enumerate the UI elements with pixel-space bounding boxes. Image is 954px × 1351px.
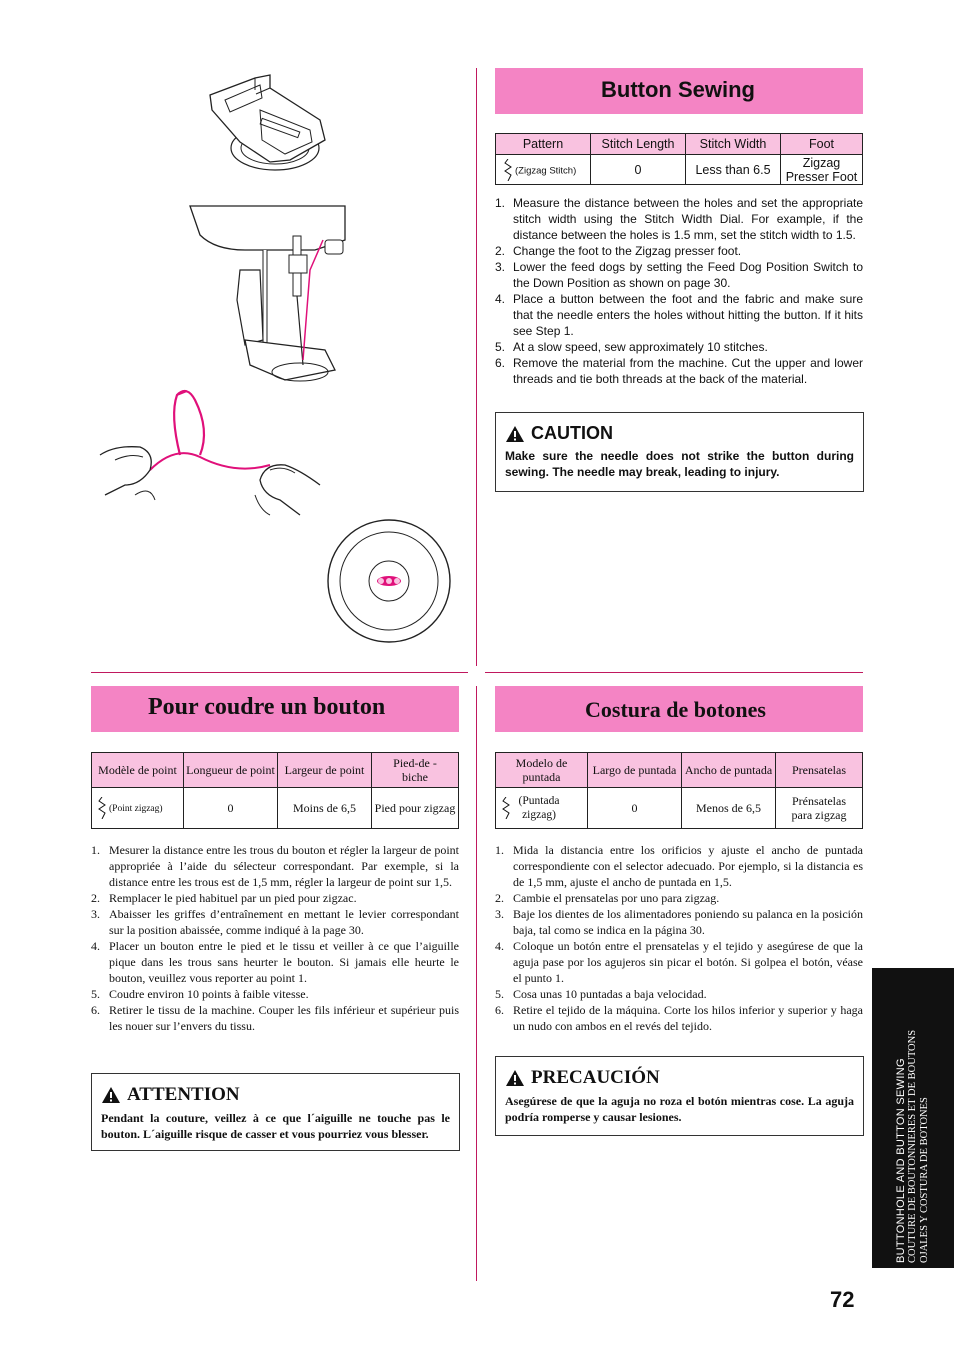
table-header: Largeur de point <box>278 753 372 788</box>
zigzag-stitch-icon <box>98 797 106 819</box>
list-item: 1. Mesurer la distance entre les trous du bouton et régler la largeur de point appropriée à l’aide du sélecteur correspondant. Par exemple, si la distance entre les trous est de 1,5 mm, régler la largeur de point sur 1,5. <box>91 843 459 889</box>
list-item: 3. Abaisser les griffes d’entraînement en mettant le levier correspondant sur la position abaissée, comme indiqué à la page 30. <box>91 907 459 937</box>
warning-icon <box>505 425 525 443</box>
caution-heading: CAUTION <box>531 423 613 443</box>
foot-cell: Zigzag Presser Foot <box>781 155 863 185</box>
foot-cell: Prénsatelas para zigzag <box>776 788 863 829</box>
foot-cell: Pied pour zigzag <box>372 788 459 829</box>
horizontal-rule-left <box>91 672 468 673</box>
caution-heading: PRECAUCIÓN <box>531 1067 660 1088</box>
vertical-rule-top <box>476 68 477 666</box>
list-item: 2. Remplacer le pied habituel par un pied pour zigzac. <box>91 891 357 905</box>
length-cell: 0 <box>184 788 278 829</box>
zigzag-stitch-icon <box>502 797 510 819</box>
spanish-title: Costura de botones <box>585 697 766 722</box>
table-header: Ancho de puntada <box>682 753 776 788</box>
french-steps <box>91 842 459 1034</box>
english-stitch-table <box>495 133 863 185</box>
table-header: Modelo de puntada <box>496 753 588 788</box>
english-caution-box <box>495 412 864 492</box>
table-header: Prensatelas <box>776 753 863 788</box>
length-cell: 0 <box>591 155 686 185</box>
horizontal-rule-right <box>485 672 863 673</box>
list-item: 3. Baje los dientes de los alimentadores poniendo su palanca en la posición baja, tal como se indica en la página 30. <box>495 907 863 937</box>
french-caution-box <box>91 1073 460 1151</box>
button-illustration <box>326 518 452 644</box>
table-header: Longueur de point <box>184 753 278 788</box>
table-header: Stitch Width <box>686 134 781 155</box>
warning-icon <box>101 1086 121 1104</box>
list-item: 4. Place a button between the foot and the fabric and make sure that the needle enters the holes without hitting the button. If it hits see Step 1. <box>495 292 863 338</box>
side-tab-french: COUTURE DE BOUTONNIERES ET DE BOUTONS <box>907 1029 918 1263</box>
table-header: Pattern <box>496 134 591 155</box>
spanish-caution-box <box>495 1056 864 1136</box>
warning-icon <box>505 1069 525 1087</box>
vertical-rule-bottom <box>476 686 477 1281</box>
caution-text: Make sure the needle does not strike the button during sewing. The needle may break, leading to injury. <box>505 449 854 479</box>
list-item: 2. Cambie el prensatelas por uno para zigzag. <box>495 891 720 905</box>
width-cell: Moins de 6,5 <box>278 788 372 829</box>
english-title: Button Sewing <box>601 77 755 102</box>
width-cell: Less than 6.5 <box>686 155 781 185</box>
list-item: 3. Lower the feed dogs by setting the Feed Dog Position Switch to the Down Position as shown on page 30. <box>495 260 863 290</box>
pattern-cell: (Zigzag Stitch) <box>496 155 591 185</box>
caution-text: Asegúrese de que la aguja no roza el botón mientras cose. La aguja podría romperse y causar lesiones. <box>505 1094 854 1124</box>
french-title: Pour coudre un bouton <box>148 694 386 720</box>
pattern-cell: (Puntada zigzag) <box>496 788 588 829</box>
list-item: 6. Retirer le tissu de la machine. Couper les fils inférieur et supérieur puis les nouer sur l’envers du tissu. <box>91 1003 459 1033</box>
sewing-machine-needle-illustration <box>185 200 360 390</box>
english-steps <box>495 195 863 387</box>
page-number: 72 <box>830 1287 855 1312</box>
tying-threads-illustration <box>95 385 325 520</box>
list-item: 5. Coudre environ 10 points à faible vitesse. <box>91 987 309 1001</box>
table-header: Pied-de -biche <box>372 753 459 788</box>
chapter-side-tab <box>872 968 954 1268</box>
side-tab-spanish: OJALES Y COSTURA DE BOTONES <box>919 1097 930 1263</box>
list-item: 4. Coloque un botón entre el prensatelas y el tejido y asegúrese de que la aguja pase por los agujeros sin picar el botón. Si golpea el botón, véase el punto 1. <box>495 939 863 985</box>
length-cell: 0 <box>588 788 682 829</box>
table-header: Stitch Length <box>591 134 686 155</box>
zigzag-presser-foot-illustration <box>200 70 350 190</box>
width-cell: Menos de 6,5 <box>682 788 776 829</box>
list-item: 5. Cosa unas 10 puntadas a baja velocidad. <box>495 987 707 1001</box>
list-item: 1. Mida la distancia entre los orificios y ajuste el ancho de puntada correspondiente con el selector adecuado. Por ejemplo, si la distancia es de 1,5 mm, ajuste el ancho de puntada en 1,5. <box>495 843 863 889</box>
zigzag-stitch-icon <box>504 159 512 181</box>
table-header: Modèle de point <box>92 753 184 788</box>
list-item: 4. Placer un bouton entre le pied et le tissu et veiller à ce que l’aiguille pique dans les trous sans heurter le bouton. Si jamais elle heurte le bouton, veuillez vous reporter au point 1. <box>91 939 459 985</box>
caution-text: Pendant la couture, veillez à ce que l´aiguille ne touche pas le bouton. L´aiguille risque de casser et vous pourriez vous blesser. <box>101 1111 450 1141</box>
caution-heading: ATTENTION <box>127 1084 240 1105</box>
spanish-stitch-table <box>495 752 863 829</box>
french-stitch-table <box>91 752 459 829</box>
table-header: Largo de puntada <box>588 753 682 788</box>
side-tab-english: BUTTONHOLE AND BUTTON SEWING <box>895 1058 907 1263</box>
list-item: 2. Change the foot to the Zigzag presser foot. <box>495 244 742 258</box>
pattern-cell: (Point zigzag) <box>92 788 184 829</box>
list-item: 6. Retire el tejido de la máquina. Corte los hilos inferior y superior y haga un nudo con ambos en el revés del tejido. <box>495 1003 863 1033</box>
spanish-steps <box>495 842 863 1034</box>
list-item: 1. Measure the distance between the holes and set the appropriate stitch width using the Stitch Width Dial. For example, if the distance between the holes is 1.5 mm, set the stitch width to 1.5. <box>495 196 863 242</box>
table-header: Foot <box>781 134 863 155</box>
list-item: 5. At a slow speed, sew approximately 10 stitches. <box>495 340 768 354</box>
list-item: 6. Remove the material from the machine. Cut the upper and lower threads and tie both threads at the back of the material. <box>495 356 863 386</box>
